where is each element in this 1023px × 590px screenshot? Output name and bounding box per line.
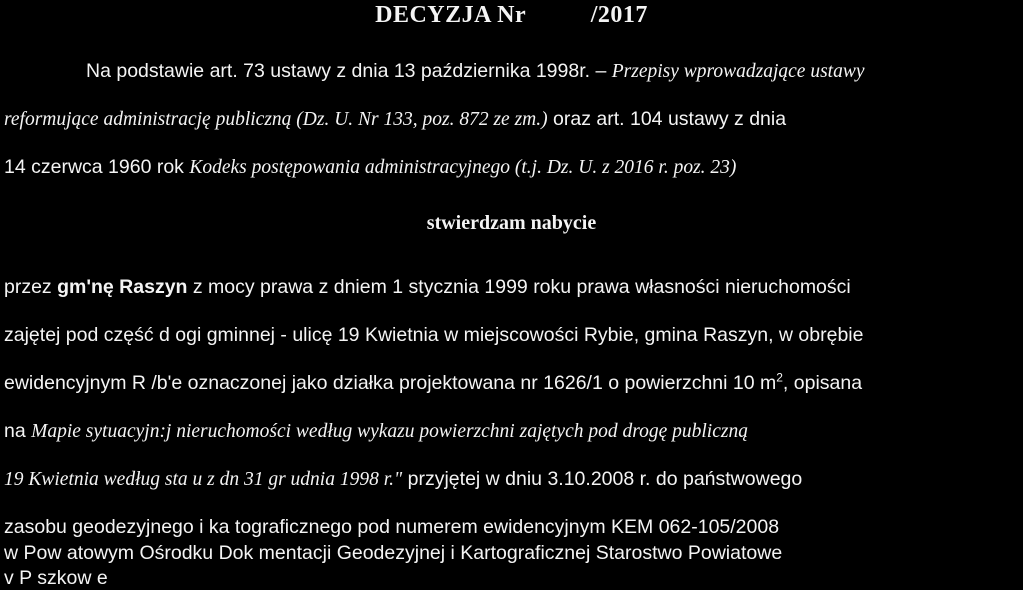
legal-basis-date: 14 czerwca 1960 rok: [4, 156, 190, 178]
para2-line2: zajętej pod część d ogi gminnej - ulicę 19 Kwietnia w miejscowości Rybie, gmina Raszyn, w obrębie: [4, 324, 864, 346]
para2-line1: [4, 275, 1018, 299]
legal-basis-text-2: oraz art. 104 ustawy z dnia: [547, 108, 787, 130]
para2-text-cont: z mocy prawa z dniem 1 stycznia 1999 roku prawa własności nieruchomości: [187, 276, 851, 298]
area-unit-superscript: 2: [776, 371, 783, 385]
map-title: Mapie sytuacyjn:j nieruchomości według wykazu powierzchni zajętych pod drogę publiczną: [31, 421, 748, 442]
act-title-cont: reformujące administrację publiczną (Dz. U. Nr 133, poz. 872 ze zm.): [4, 109, 548, 130]
parcel-text: ewidencyjnym R /b'e oznaczonej jako działka projektowana nr 1626/1 o powierzchni 10 m: [4, 372, 777, 394]
para2-line7: w Pow atowym Ośrodku Dok mentacji Geodezyjnej i Kartograficznej Starostwo Powiatowe: [4, 542, 783, 564]
decision-heading: stwierdzam nabycie: [426, 212, 597, 234]
para2-line8: v P szkow e: [4, 567, 108, 589]
para2-line4: [4, 419, 1018, 444]
map-title-cont: 19 Kwietnia według sta u z dn 31 gr udnia 1998 r.": [4, 469, 403, 490]
decision-title: DECYZJA Nr /2017: [375, 2, 648, 28]
para1-line3: [4, 155, 1018, 180]
para1-line2: [4, 107, 1018, 132]
para2-line3: [4, 371, 1018, 395]
act-title: Przepisy wprowadzające ustawy: [611, 61, 865, 82]
code-title: Kodeks postępowania administracyjnego (t.j. Dz. U. z 2016 r. poz. 23): [189, 157, 737, 178]
para2-line5: [4, 467, 1018, 492]
acceptance-text: przyjętej w dniu 3.10.2008 r. do państwowego: [402, 468, 803, 490]
municipality-name: gm'nę Raszyn: [57, 276, 188, 298]
para2-text: przez: [4, 276, 58, 298]
legal-basis-text: Na podstawie art. 73 ustawy z dnia 13 października 1998r. –: [86, 60, 612, 82]
parcel-text-end: , opisana: [782, 372, 863, 394]
map-prefix: na: [4, 420, 32, 442]
para1-line1: [86, 59, 1018, 84]
para2-line6: zasobu geodezyjnego i ka tograficznego pod numerem ewidencyjnym KEM 062-105/2008: [4, 516, 780, 538]
